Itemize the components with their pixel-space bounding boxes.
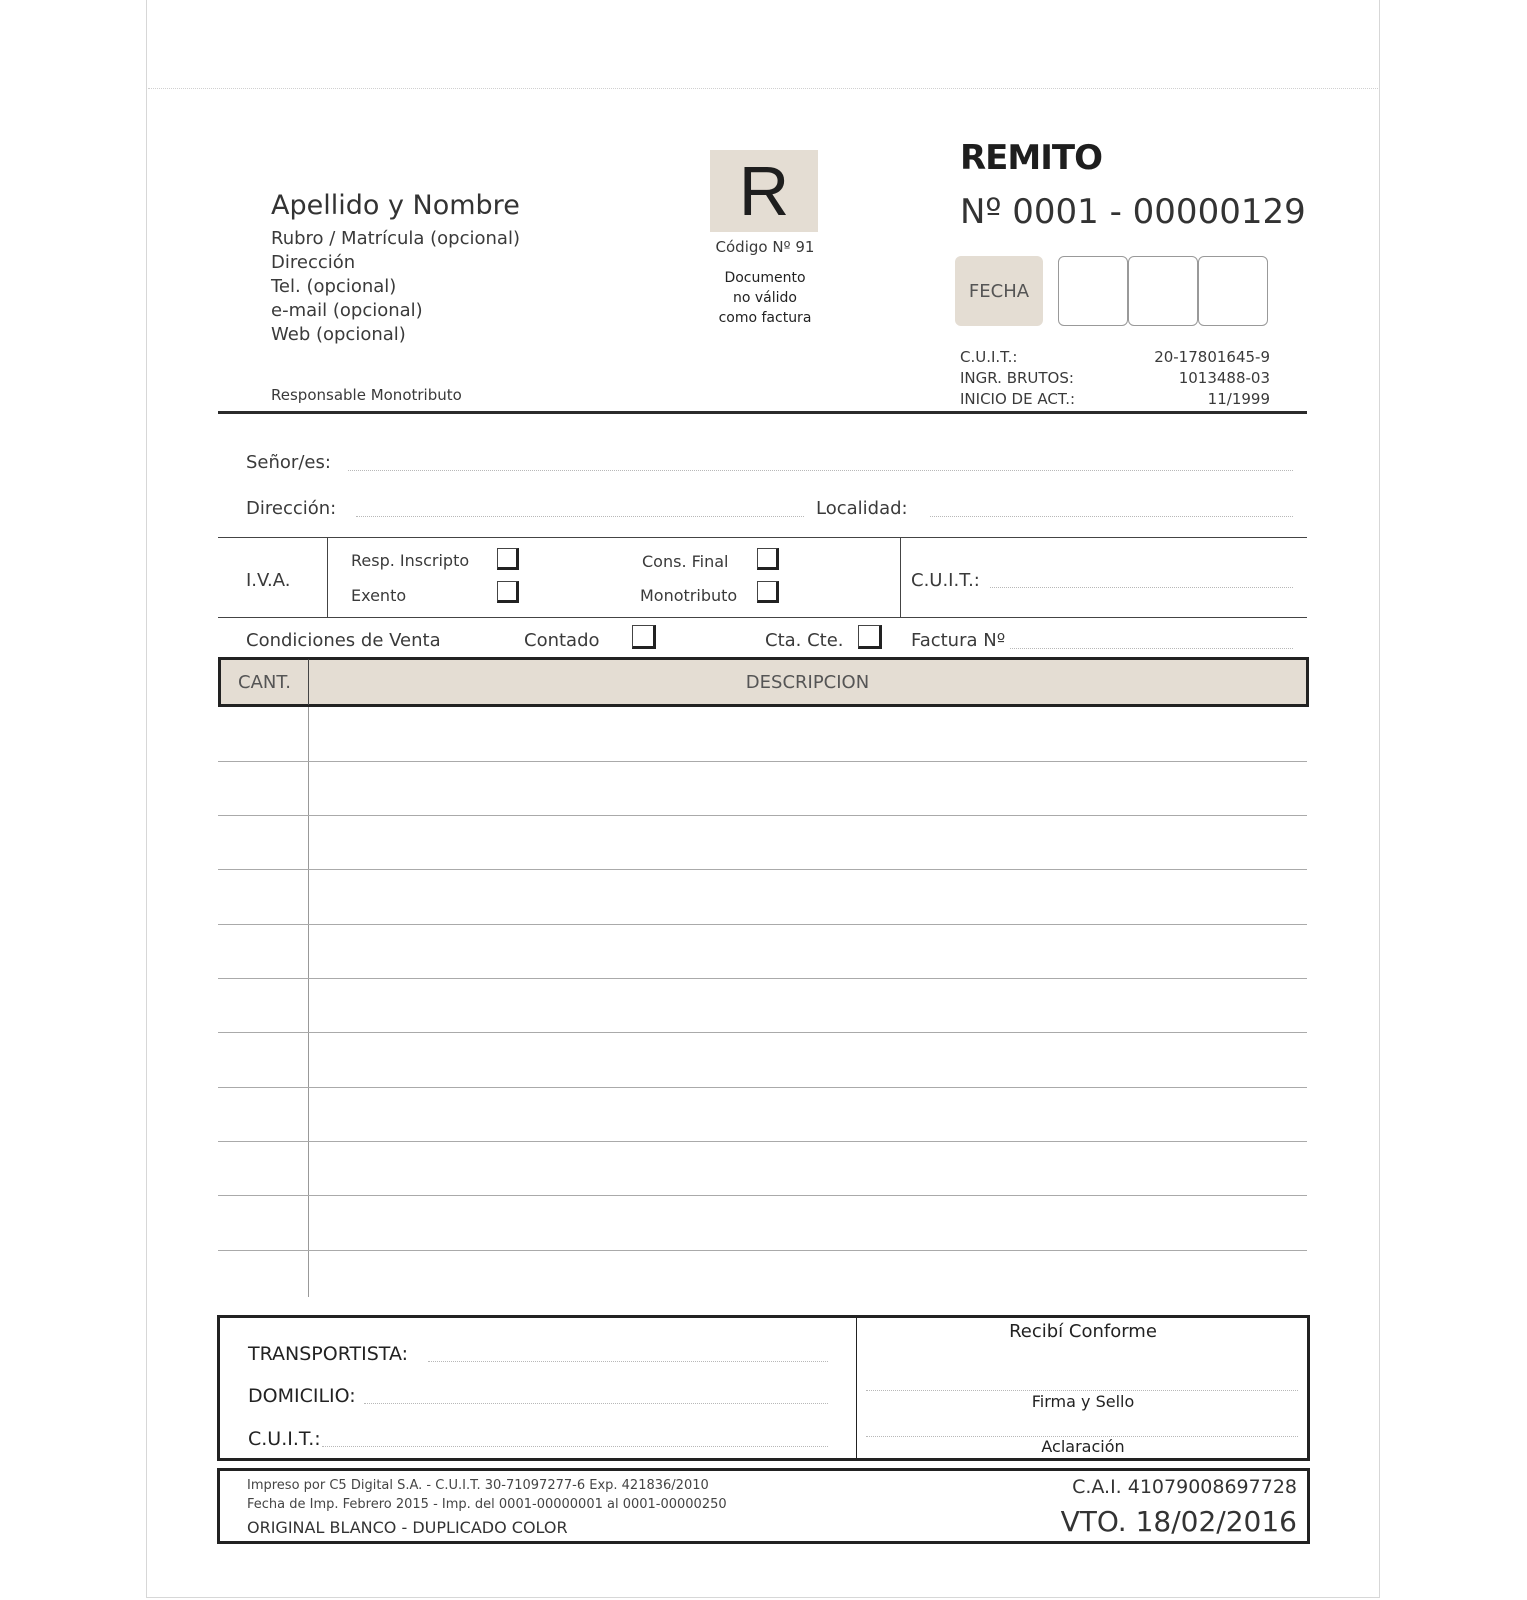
issuer-tax-status: Responsable Monotributo: [271, 386, 462, 404]
table-row[interactable]: [218, 1250, 1307, 1251]
table-row[interactable]: [218, 978, 1307, 979]
invalid-note: [700, 268, 830, 328]
transport-cuit-label: C.U.I.T.:: [248, 1428, 321, 1450]
contado-checkbox[interactable]: [632, 625, 656, 649]
id-label-cuit: C.U.I.T.:: [960, 348, 1018, 366]
note-line-1: Documento: [724, 270, 806, 286]
issuer-email: e-mail (opcional): [271, 300, 423, 321]
exento-checkbox[interactable]: [497, 581, 519, 603]
table-row[interactable]: [218, 924, 1307, 925]
table-row[interactable]: [218, 1195, 1307, 1196]
senores-label: Señor/es:: [246, 452, 331, 473]
transportista-label: TRANSPORTISTA:: [248, 1343, 409, 1365]
localidad-line[interactable]: [930, 516, 1293, 517]
factura-label: Factura Nº: [911, 630, 1006, 651]
domicilio-line[interactable]: [364, 1403, 828, 1404]
contado-label: Contado: [524, 630, 600, 651]
vto-date: VTO. 18/02/2016: [1060, 1505, 1297, 1538]
domicilio-label: DOMICILIO:: [248, 1385, 356, 1407]
transport-cuit-line[interactable]: [322, 1446, 828, 1447]
firma-label: Firma y Sello: [1031, 1392, 1135, 1411]
iva-resp-inscripto: Resp. Inscripto: [351, 551, 470, 570]
col-desc-header: DESCRIPCION: [745, 672, 870, 693]
senores-line[interactable]: [348, 470, 1293, 471]
fecha-day-box[interactable]: [1058, 256, 1128, 326]
table-row[interactable]: [218, 1141, 1307, 1142]
aclaracion-label: Aclaración: [1041, 1437, 1125, 1456]
fecha-year-box[interactable]: [1198, 256, 1268, 326]
sale-conditions-label: Condiciones de Venta: [246, 630, 441, 651]
factura-line[interactable]: [1010, 648, 1293, 649]
issuer-name: Apellido y Nombre: [271, 190, 520, 221]
fecha-label: FECHA: [955, 256, 1043, 326]
body-col-divider: [308, 707, 309, 1297]
table-row[interactable]: [218, 1087, 1307, 1088]
note-line-2: no válido: [733, 290, 797, 306]
iva-monotributo: Monotributo: [640, 586, 738, 605]
issuer-phone: Tel. (opcional): [271, 276, 397, 297]
cons-final-checkbox[interactable]: [757, 548, 779, 570]
sale-top-line: [218, 617, 1307, 618]
localidad-label: Localidad:: [816, 498, 908, 519]
direccion-label: Dirección:: [246, 498, 337, 519]
table-row[interactable]: [218, 761, 1307, 762]
id-value-iibb: 1013488-03: [1178, 369, 1270, 387]
id-value-cuit: 20-17801645-9: [1154, 348, 1270, 366]
doc-title: REMITO: [960, 138, 1102, 178]
iva-label: I.V.A.: [246, 570, 291, 591]
fecha-month-box[interactable]: [1128, 256, 1198, 326]
perforation-line: [148, 88, 1378, 89]
printer-info: Impreso por C5 Digital S.A. - C.U.I.T. 30-71097277-6 Exp. 421836/2010: [247, 1478, 709, 1493]
transportista-line[interactable]: [428, 1361, 828, 1362]
cta-cte-label: Cta. Cte.: [765, 630, 844, 651]
id-label-iibb: INGR. BRUTOS:: [960, 369, 1074, 387]
issuer-web: Web (opcional): [271, 324, 406, 345]
iva-cons-final: Cons. Final: [642, 552, 729, 571]
col-cant-header: CANT.: [238, 672, 291, 693]
doc-number: Nº 0001 - 00000129: [960, 192, 1306, 232]
monotributo-checkbox[interactable]: [757, 581, 779, 603]
firma-line[interactable]: [866, 1390, 1298, 1391]
table-row[interactable]: [218, 1032, 1307, 1033]
letter-r: R: [738, 152, 790, 230]
code-number: Código Nº 91: [715, 238, 815, 256]
note-line-3: como factura: [718, 310, 812, 326]
id-value-start: 11/1999: [1207, 390, 1270, 408]
header-divider: [218, 411, 1307, 414]
letter-box: [710, 150, 818, 232]
resp-inscripto-checkbox[interactable]: [497, 548, 519, 570]
iva-top-line: [218, 537, 1307, 538]
iva-cuit-label: C.U.I.T.:: [911, 570, 980, 591]
transport-divider: [856, 1318, 857, 1458]
iva-divider-right: [900, 538, 901, 617]
id-label-start: INICIO DE ACT.:: [960, 390, 1076, 408]
issuer-rubro: Rubro / Matrícula (opcional): [271, 228, 520, 249]
copies-info: ORIGINAL BLANCO - DUPLICADO COLOR: [247, 1518, 568, 1537]
table-row[interactable]: [218, 869, 1307, 870]
iva-divider-left: [327, 538, 328, 617]
table-row[interactable]: [218, 815, 1307, 816]
cta-cte-checkbox[interactable]: [858, 625, 882, 649]
print-date-info: Fecha de Imp. Febrero 2015 - Imp. del 0001-00000001 al 0001-00000250: [247, 1497, 727, 1512]
iva-exento: Exento: [351, 586, 407, 605]
cai-number: C.A.I. 41079008697728: [1072, 1476, 1297, 1498]
direccion-line[interactable]: [356, 516, 804, 517]
issuer-address: Dirección: [271, 252, 356, 273]
recibi-conforme: Recibí Conforme: [1009, 1321, 1157, 1342]
iva-cuit-line[interactable]: [990, 587, 1293, 588]
